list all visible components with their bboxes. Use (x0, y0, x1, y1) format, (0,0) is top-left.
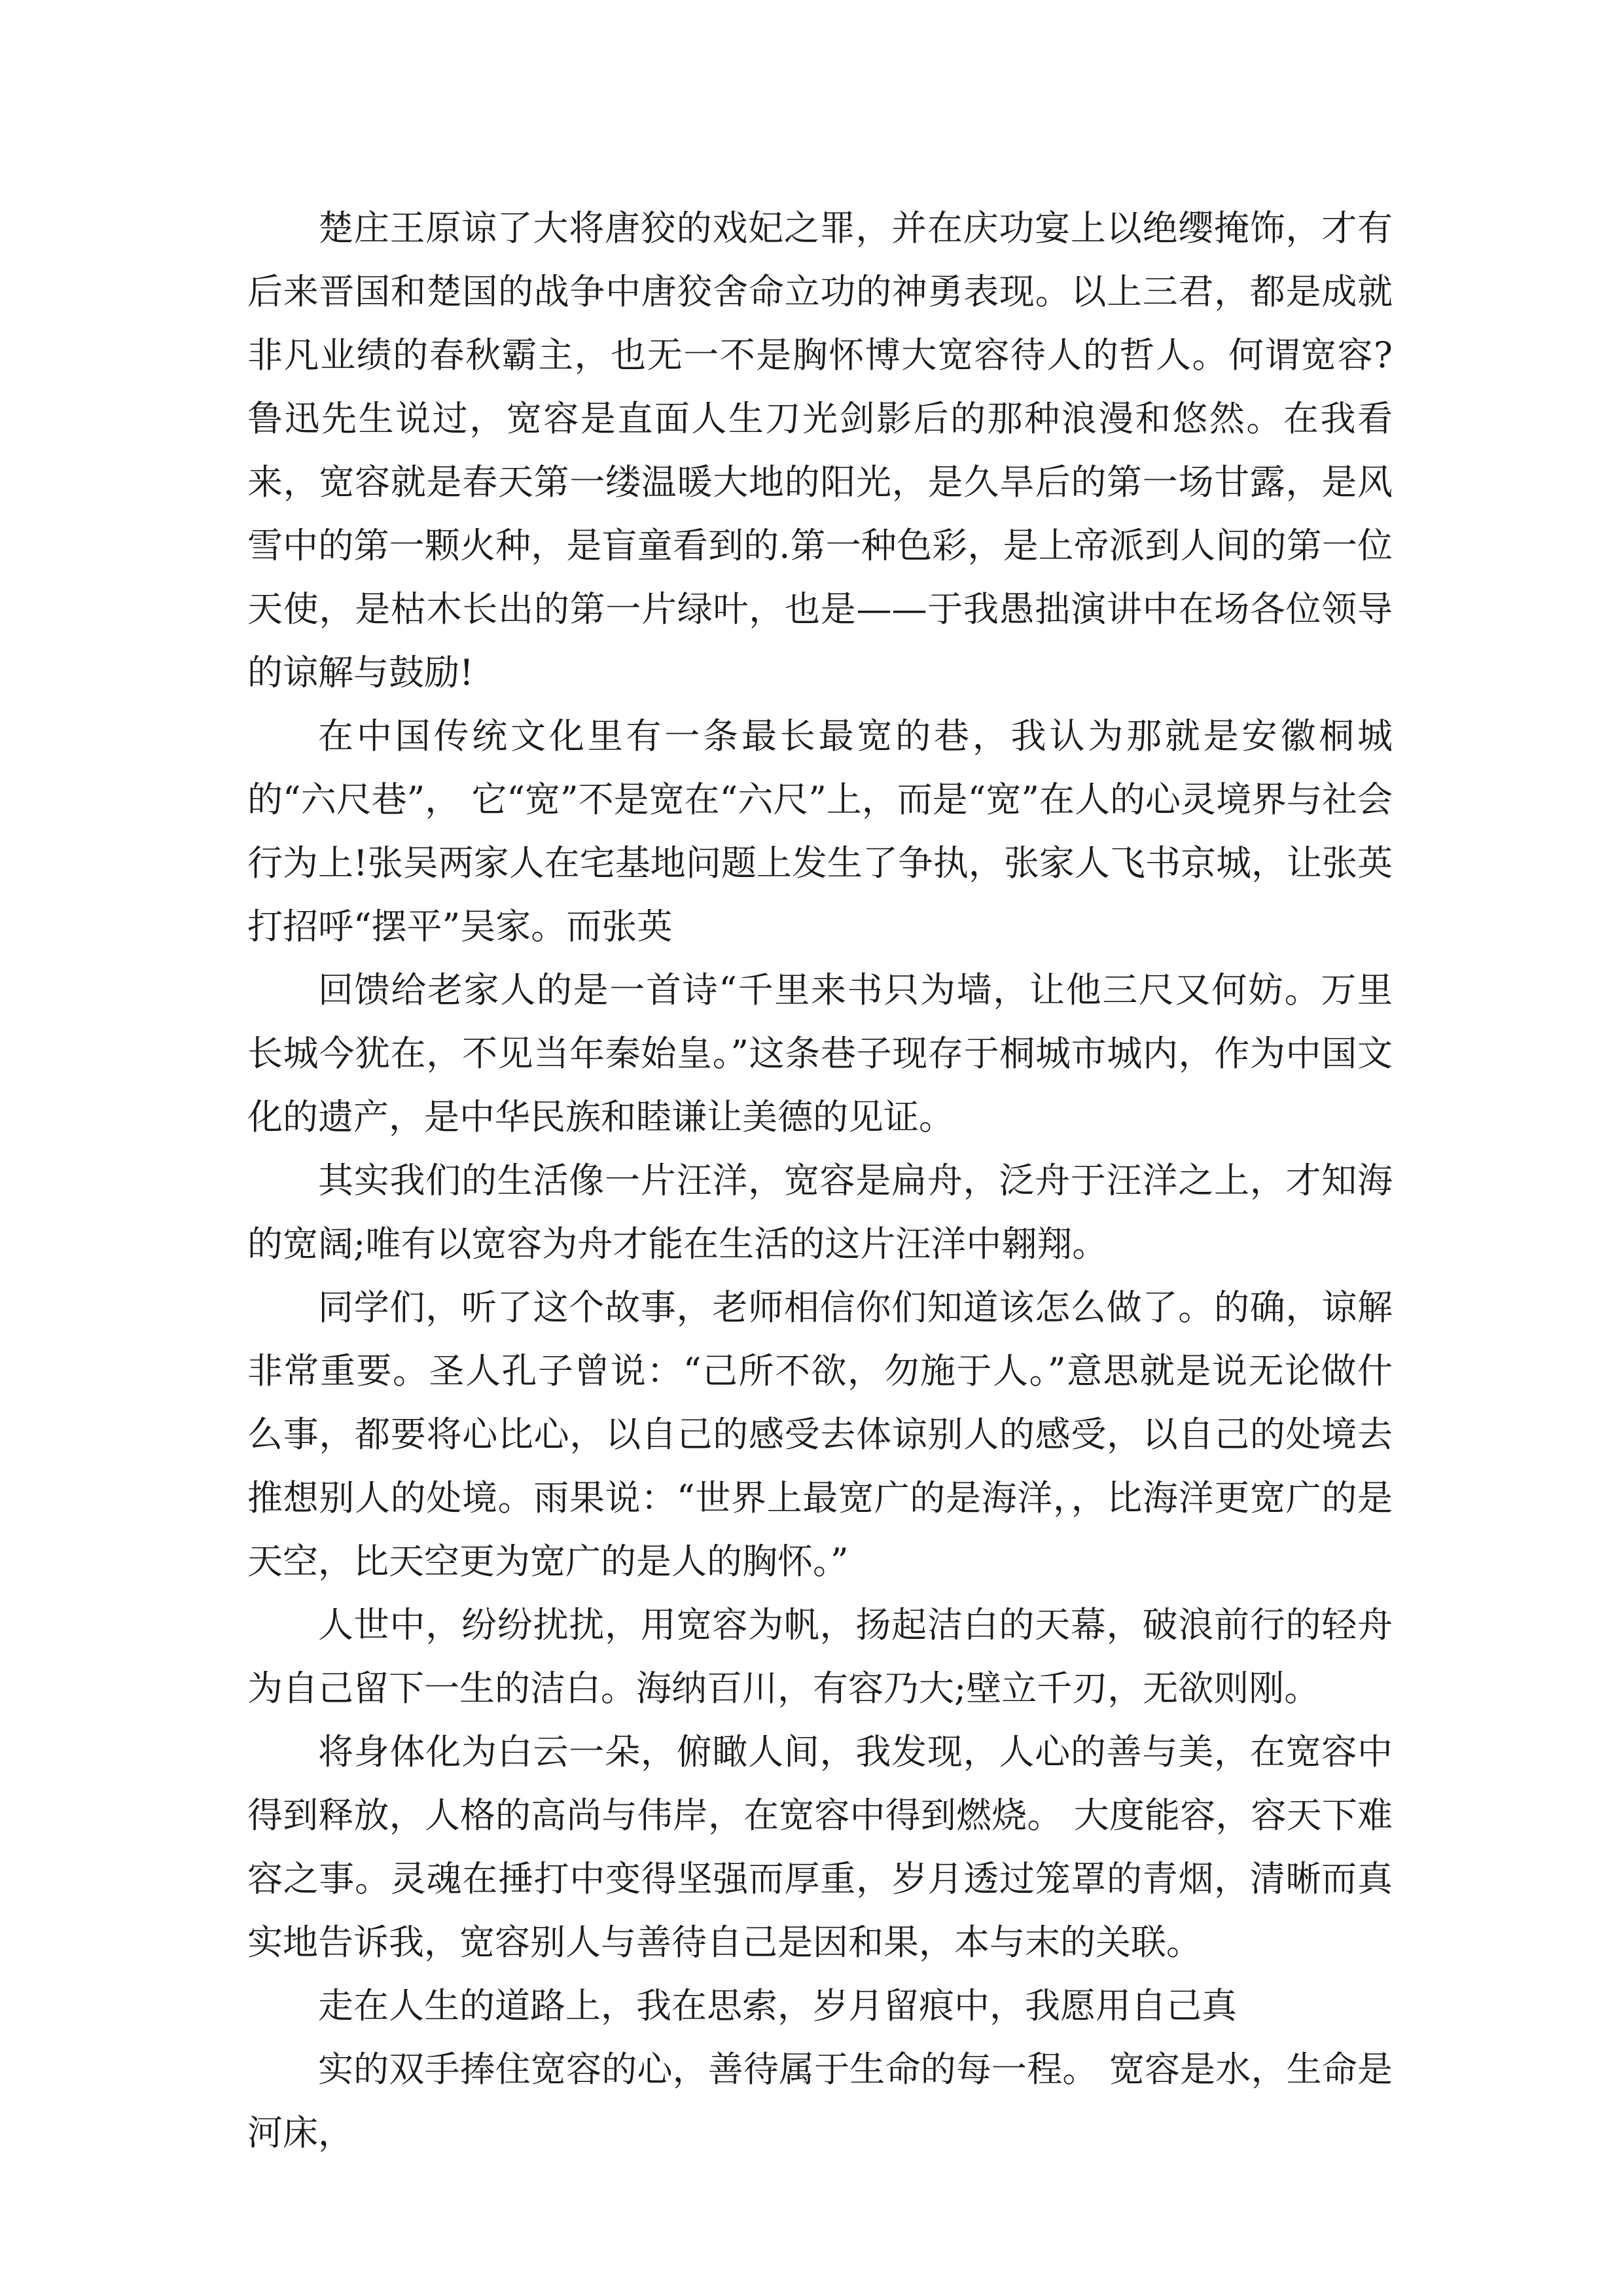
document-body (247, 196, 1393, 2164)
paragraph-6: 人世中，纷纷扰扰，用宽容为帆，扬起洁白的天幕，破浪前行的轻舟为自己留下一生的洁白。海纳百川，有容乃大;壁立千刃，无欲则刚。 (247, 1604, 1393, 1709)
paragraph-4: 其实我们的生活像一片汪洋，宽容是扁舟，泛舟于汪洋之上，才知海的宽阔;唯有以宽容为舟才能在生活的这片汪洋中翱翔。 (247, 1160, 1393, 1265)
paragraph-2: 在中国传统文化里有一条最长最宽的巷，我认为那就是安徽桐城的“六尺巷”， 它“宽”不是宽在“六尺”上，而是“宽”在人的心灵境界与社会行为上!张吴两家人在宅基地问题上发生了争执，张家人飞书京城，让张英打招呼“摆平”吴家。而张英 (247, 715, 1393, 947)
paragraph-3: 回馈给老家人的是一首诗“千里来书只为墙，让他三尺又何妨。万里长城今犹在，不见当年秦始皇。”这条巷子现存于桐城市城内，作为中国文化的遗产，是中华民族和睦谦让美德的见证。 (247, 969, 1393, 1138)
paragraph-1: 楚庄王原谅了大将唐狡的戏妃之罪，并在庆功宴上以绝缨掩饰，才有后来晋国和楚国的战争中唐狡舍命立功的神勇表现。以上三君，都是成就非凡业绩的春秋霸主，也无一不是胸怀博大宽容待人的哲人。何谓宽容?鲁迅先生说过，宽容是直面人生刀光剑影后的那种浪漫和悠然。在我看来，宽容就是春天第一缕温暖大地的阳光，是久旱后的第一场甘露，是风雪中的第一颗火种，是盲童看到的.第一种色彩，是上帝派到人间的第一位天使，是枯木长出的第一片绿叶，也是——于我愚拙演讲中在场各位领导的谅解与鼓励! (247, 207, 1393, 693)
paragraph-7: 将身体化为白云一朵，俯瞰人间，我发现，人心的善与美，在宽容中得到释放，人格的高尚与伟岸，在宽容中得到燃烧。 大度能容，容天下难容之事。灵魂在捶打中变得坚强而厚重，岁月透过笼罩的青烟，清晰而真实地告诉我，宽容别人与善待自己是因和果，本与末的关联。 (247, 1731, 1393, 1963)
paragraph-5: 同学们，听了这个故事，老师相信你们知道该怎么做了。的确，谅解非常重要。圣人孔子曾说：“己所不欲，勿施于人。”意思就是说无论做什么事，都要将心比心，以自己的感受去体谅别人的感受，以自己的处境去推想别人的处境。雨果说：“世界上最宽广的是海洋，，比海洋更宽广的是天空，比天空更为宽广的是人的胸怀。” (247, 1287, 1393, 1582)
paragraph-8: 走在人生的道路上，我在思索，岁月留痕中，我愿用自己真 (318, 1985, 1237, 2026)
paragraph-9: 实的双手捧住宽容的心，善待属于生命的每一程。 宽容是水，生命是河床， (247, 2049, 1393, 2153)
